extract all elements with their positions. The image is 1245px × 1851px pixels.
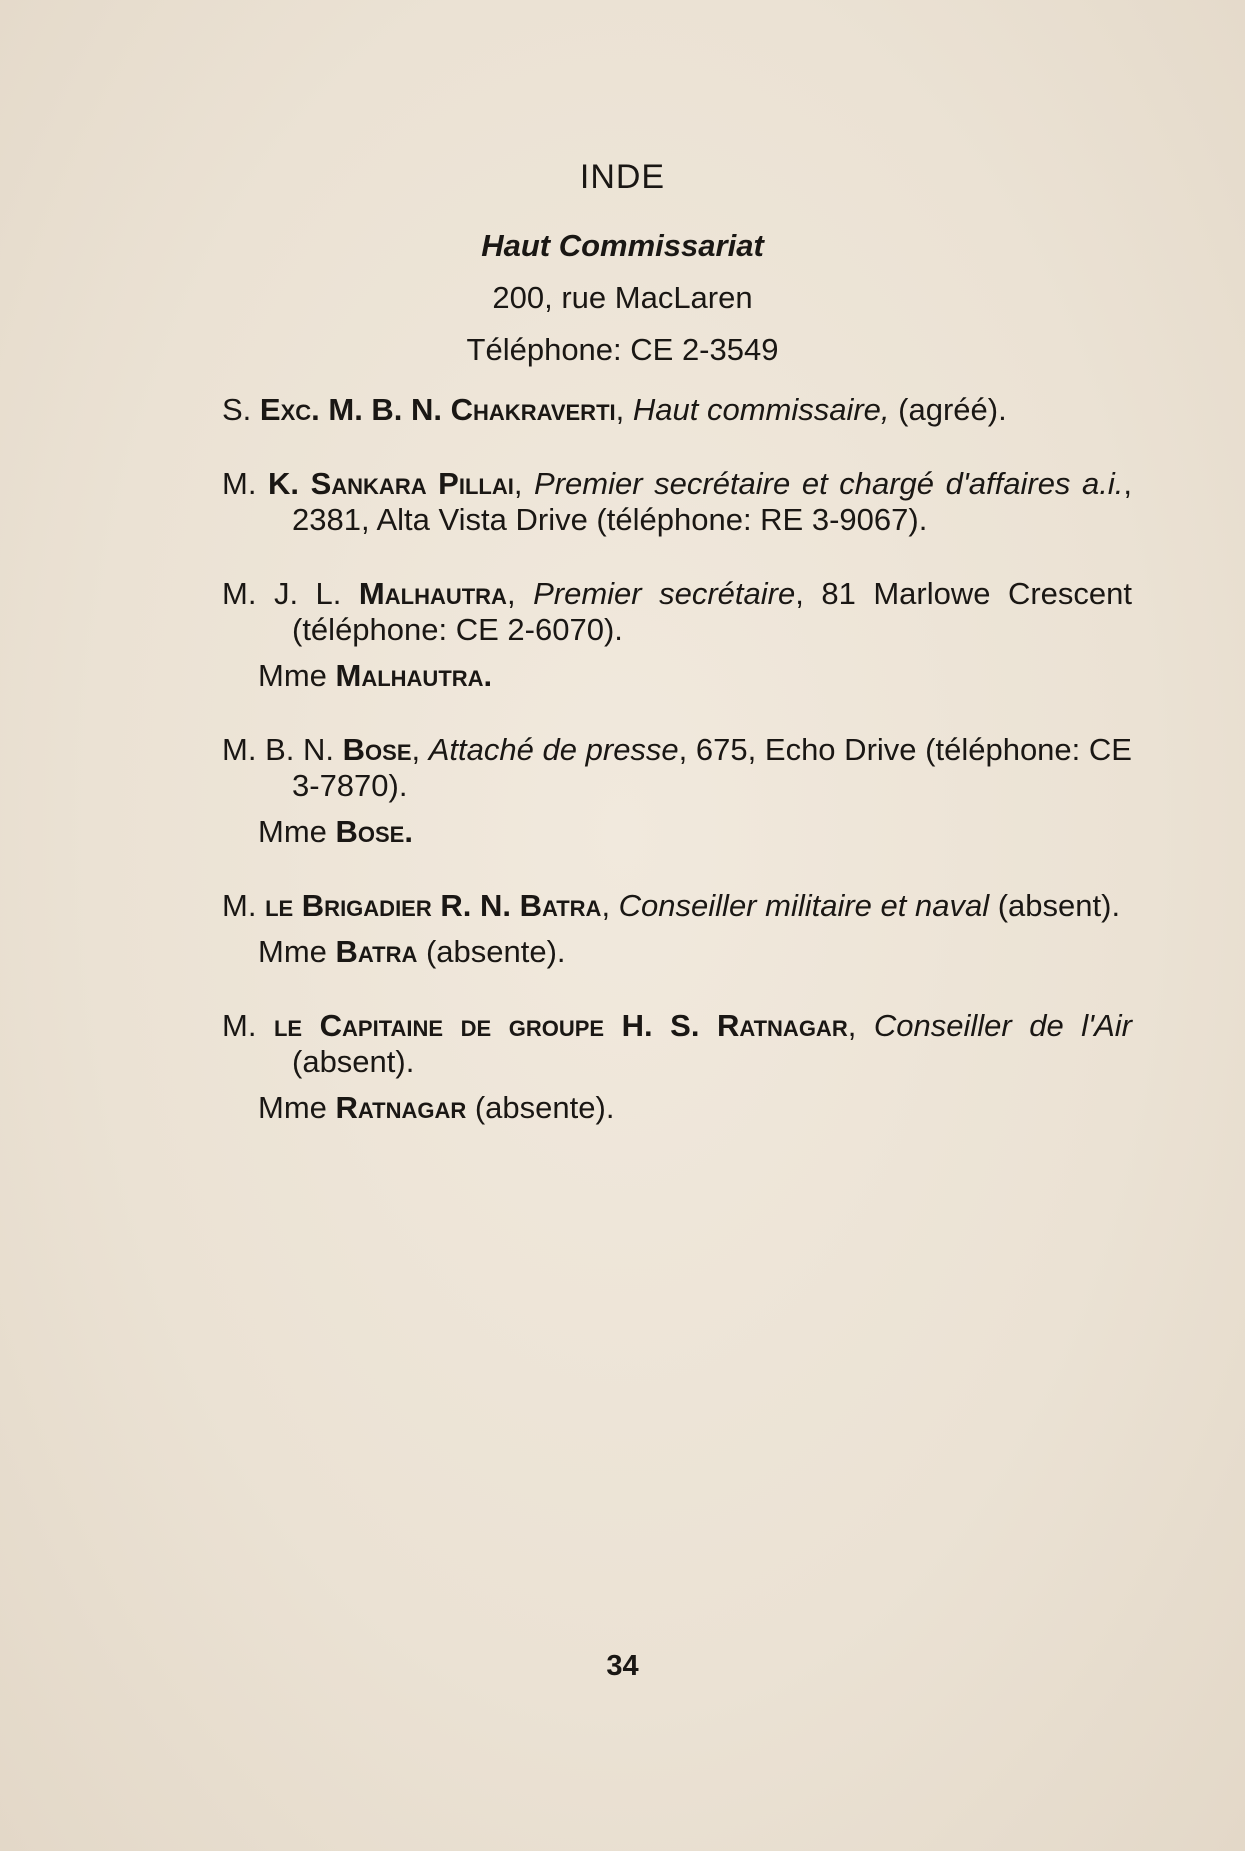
entry-prefix: M. [222, 888, 266, 923]
entry-title: Premier secrétaire et chargé d'affaires a.i. [534, 466, 1124, 501]
entry-title: Haut commissaire, [632, 392, 890, 427]
entry-name: Exc. M. B. N. Chakraverti [259, 392, 616, 427]
entry-prefix: M. J. L. [222, 576, 359, 611]
entry-details: (agréé). [889, 392, 1007, 427]
list-item [222, 888, 1132, 924]
entry-details: (absent). [989, 888, 1121, 923]
spouse-status: (absente). [417, 934, 566, 969]
diplomat-list [222, 392, 1132, 1126]
entry-name: K. Sankara Pillai [268, 466, 514, 501]
entry-separator: , [411, 732, 429, 767]
entry-prefix: S. [222, 392, 260, 427]
list-item [222, 1008, 1132, 1080]
entry-details: (absent). [292, 1044, 415, 1079]
list-item [222, 392, 1132, 428]
entry-name: Bose [342, 732, 412, 767]
office-phone: Téléphone: CE 2-3549 [466, 332, 779, 367]
spouse-line [222, 1090, 1132, 1126]
spouse-name: Bose. [335, 814, 413, 849]
entry-separator: , [601, 888, 619, 923]
entry-details: , 2381, Alta Vista Drive (téléphone: RE 3-9067). [292, 466, 1132, 537]
office-name: Haut Commissariat [481, 228, 764, 263]
list-item [222, 466, 1132, 538]
entry-title: Attaché de presse [428, 732, 679, 767]
entry-title: Conseiller militaire et naval [618, 888, 990, 923]
entry-details: , 675, Echo Drive (téléphone: CE 3-7870). [292, 732, 1132, 803]
entry-name: le Capitaine de groupe H. S. Ratnagar [273, 1008, 848, 1043]
spouse-line [222, 814, 1132, 850]
entry-prefix: M. B. N. [222, 732, 343, 767]
entry-name: Malhautra [358, 576, 507, 611]
entry-name: le Brigadier R. N. Batra [265, 888, 602, 923]
spouse-status: (absente). [466, 1090, 615, 1125]
country-heading: INDE [579, 158, 666, 196]
list-item [222, 732, 1132, 804]
spouse-name: Batra [335, 934, 418, 969]
spouse-prefix: Mme [258, 658, 336, 693]
entry-prefix: M. [222, 1008, 274, 1043]
entry-prefix: M. [222, 466, 269, 501]
spouse-name: Malhautra. [335, 658, 493, 693]
entry-title: Premier secrétaire [533, 576, 796, 611]
list-item [222, 576, 1132, 648]
page-number: 34 [606, 1650, 639, 1682]
spouse-line [222, 934, 1132, 970]
spouse-name: Ratnagar [335, 1090, 467, 1125]
spouse-prefix: Mme [258, 934, 336, 969]
office-address: 200, rue MacLaren [492, 280, 753, 315]
entry-separator: , [506, 576, 534, 611]
spouse-prefix: Mme [258, 1090, 336, 1125]
spouse-line [222, 658, 1132, 694]
entry-details: , 81 Marlowe Crescent (téléphone: CE 2-6070). [292, 576, 1133, 647]
entry-separator: , [615, 392, 633, 427]
entry-separator: , [847, 1008, 874, 1043]
spouse-prefix: Mme [258, 814, 336, 849]
entry-title: Conseiller de l'Air [873, 1008, 1132, 1043]
entry-separator: , [513, 466, 535, 501]
